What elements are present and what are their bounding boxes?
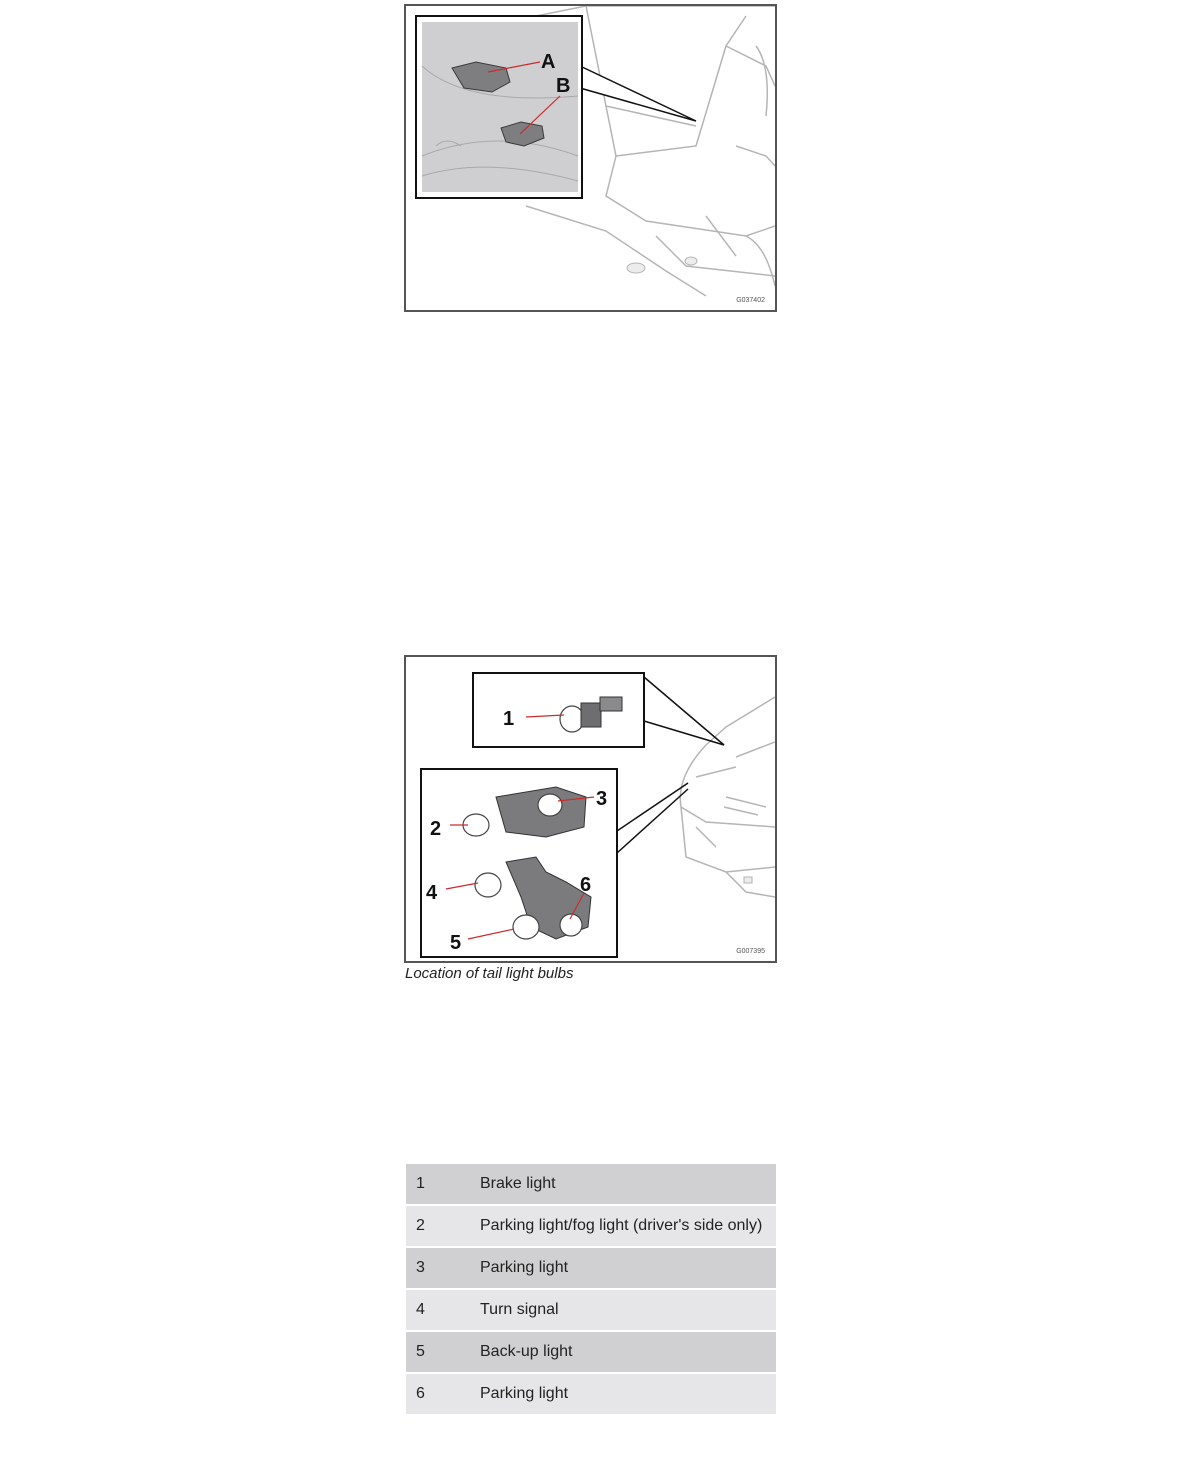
- row-description: Back-up light: [480, 1343, 573, 1360]
- callout-6: 6: [580, 874, 592, 896]
- row-description: Parking light: [480, 1385, 569, 1402]
- table-row: [406, 1205, 776, 1247]
- table-row: [406, 1247, 776, 1289]
- table-row: [406, 1164, 776, 1205]
- figure-caption: Location of tail light bulbs: [405, 965, 574, 982]
- callout-b: B: [556, 75, 571, 97]
- table-row: [406, 1373, 776, 1415]
- row-number: 6: [416, 1385, 425, 1402]
- callout-1: 1: [503, 708, 515, 730]
- tail-light-drawing: [406, 657, 775, 961]
- cargo-cover-drawing: [406, 6, 775, 310]
- row-number: 1: [416, 1175, 425, 1192]
- callout-a: A: [541, 51, 556, 73]
- row-number: 4: [416, 1301, 425, 1318]
- callout-4: 4: [426, 882, 438, 904]
- table-row: [406, 1331, 776, 1373]
- figure-code: G007395: [736, 948, 765, 955]
- row-number: 2: [416, 1217, 425, 1234]
- row-number: 5: [416, 1343, 425, 1360]
- row-description: Brake light: [480, 1175, 556, 1192]
- callout-3: 3: [596, 788, 608, 810]
- row-description: Parking light: [480, 1259, 569, 1276]
- callout-2: 2: [430, 818, 442, 840]
- figure-code: G037402: [736, 297, 765, 304]
- row-number: 3: [416, 1259, 425, 1276]
- callout-5: 5: [450, 932, 462, 954]
- table-row: [406, 1289, 776, 1331]
- cargo-cover-illustration: [404, 4, 777, 312]
- tail-light-bulbs-illustration: [404, 655, 777, 963]
- row-description: Turn signal: [480, 1301, 559, 1318]
- bulb-legend-table: [406, 1164, 776, 1416]
- row-description: Parking light/fog light (driver's side only): [480, 1217, 763, 1234]
